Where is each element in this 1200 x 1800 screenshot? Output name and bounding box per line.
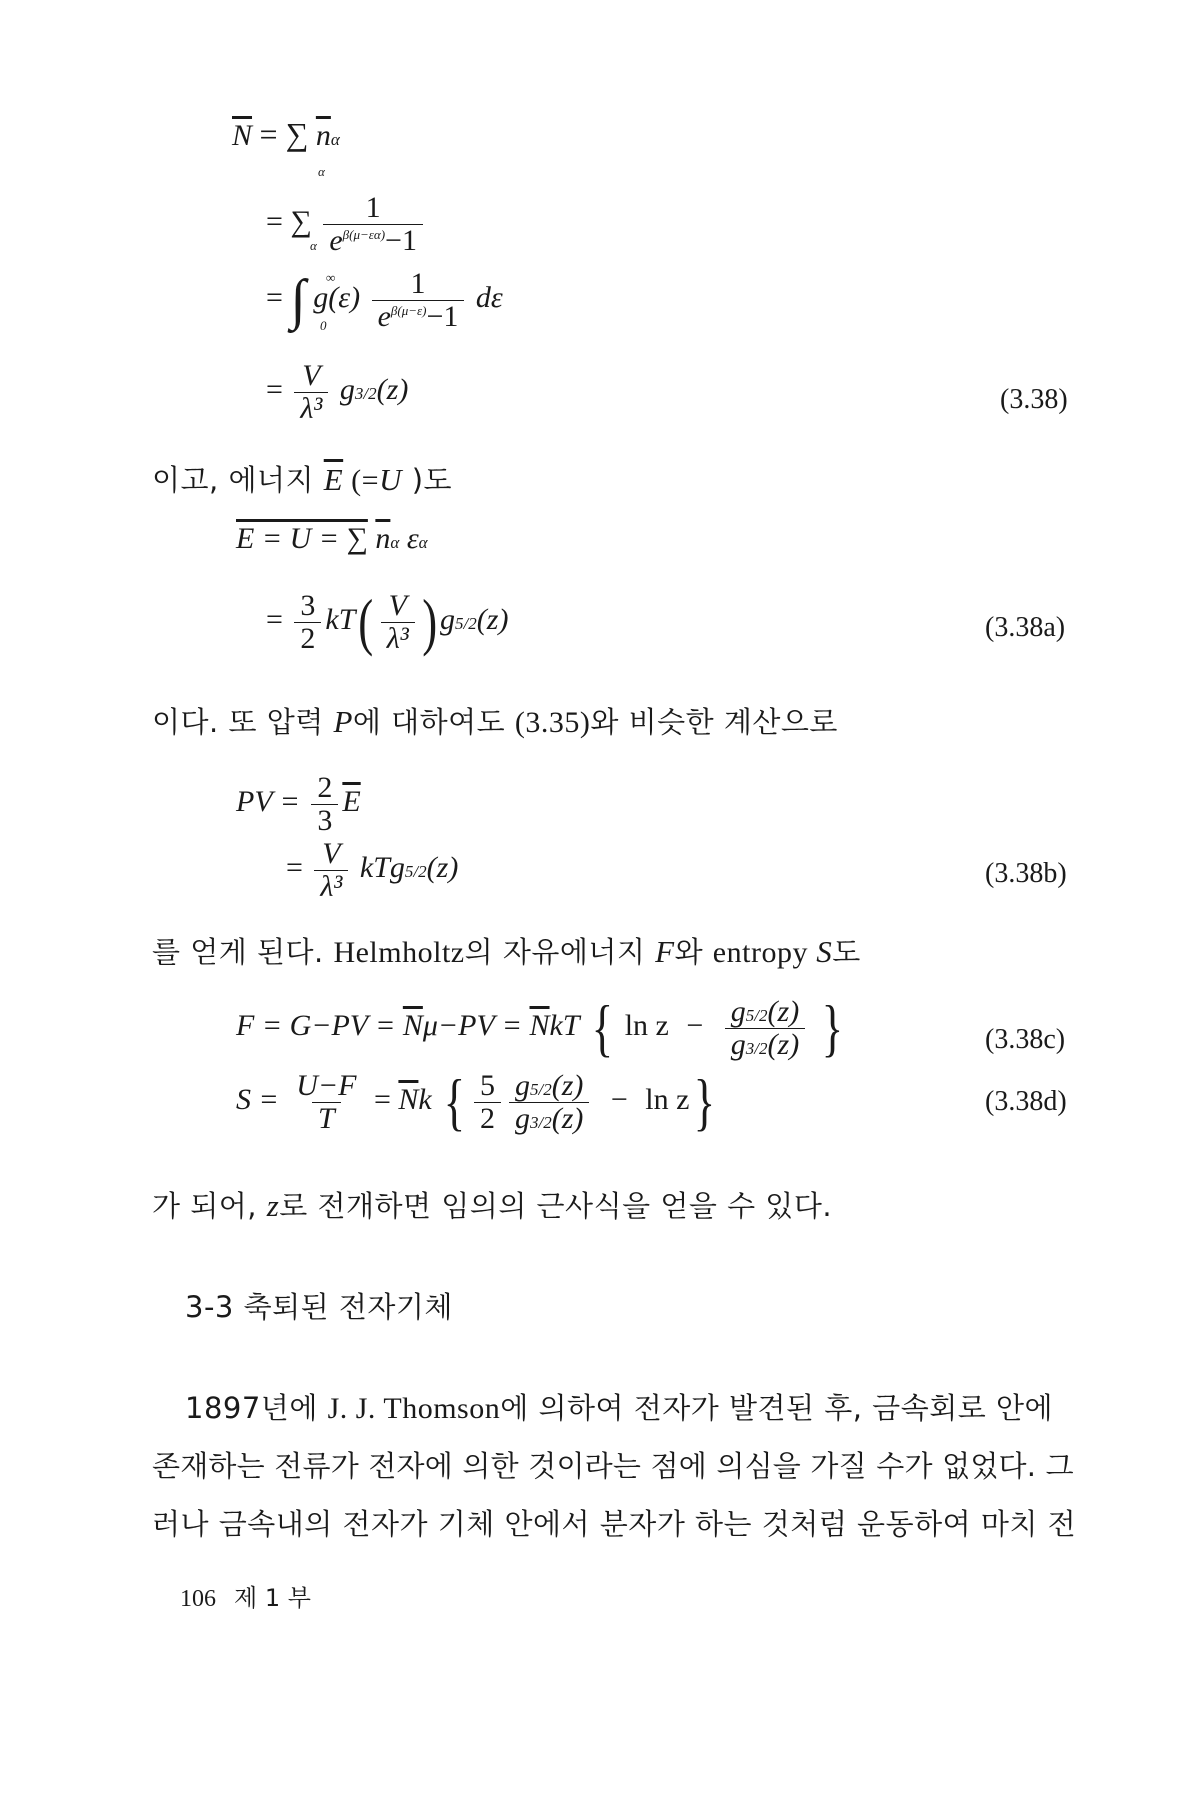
text-line: 이다. 또 압력 P에 대하여도 (3.35)와 비슷한 계산으로 xyxy=(152,704,838,739)
part-label: 제 1 부 xyxy=(234,1584,311,1612)
equation-3-38a-line1: E = U = ∑ $\overline{n}\alpha$ εα xyxy=(236,522,428,555)
equation-number: (3.38b) xyxy=(985,858,1067,889)
equation-3-38-line1: $\overline{N}$ = ∑ $\overline{n}\alpha$ xyxy=(232,116,340,152)
text-line: 를 얻게 된다. Helmholtz의 자유에너지 F와 entropy S도 xyxy=(152,934,861,969)
sum-index: α xyxy=(318,164,325,179)
equation-3-38b-line1: PV = $\frac{2}{3}$ $\overline{E}$ xyxy=(236,771,361,837)
page-footer xyxy=(180,1578,311,1613)
equation-3-38a-line2: = $\frac{3}{2}$ kT( $\frac{V}{\text{λ³}}$ ) g5/2(z) xyxy=(266,586,509,657)
equation-3-38d: S = $\frac{U-F}{T}$ = $\overline{N}k$ { $\frac{5}{2}$ $\frac{g5/2(z)}{g3/2(z)}$ − ln z} xyxy=(236,1066,716,1137)
section-heading: 3-3 축퇴된 전자기체 xyxy=(185,1290,453,1324)
integral-upper: ∞ xyxy=(326,270,336,285)
equation-number: (3.38c) xyxy=(985,1024,1066,1055)
text-line: 가 되어, z로 전개하면 임의의 근사식을 얻을 수 있다. xyxy=(152,1188,833,1223)
equation-3-38-line2: = ∑ $\frac{1}{e^{\beta(\mu-\varepsilon\alpha)}-1}$ xyxy=(266,192,427,256)
equation-number: (3.38) xyxy=(1000,384,1068,415)
equation-number: (3.38d) xyxy=(985,1086,1067,1117)
equation-3-38b-line2: = $\frac{V}{\text{λ³}}$ kTg5/2(z) xyxy=(286,837,459,903)
integral-sign: ∫ xyxy=(290,269,306,331)
equation-number: (3.38a) xyxy=(985,612,1066,643)
sum-index: α xyxy=(310,238,317,253)
paragraph-line: 1897년에 J. J. Thomson에 의하여 전자가 발견된 후, 금속회로 안에 xyxy=(185,1391,1053,1425)
n-bar: $\overline{N}$ xyxy=(232,119,253,152)
integral-lower: 0 xyxy=(320,318,327,333)
equation-3-38c: $F = G-PV = \overline{N}\mu-PV = \overline{N}kT$ { ln z − $\frac{g5/2(z)}{g3/2(z)}$ } xyxy=(236,992,843,1063)
equation-3-38-line4: = $\frac{V}{\text{λ³}}$ g3/2(z) xyxy=(266,359,409,425)
page-number: 106 xyxy=(180,1586,216,1612)
paragraph-line: 존재하는 전류가 전자에 의한 것이라는 점에 의심을 가질 수가 없었다. 그 xyxy=(152,1449,1074,1483)
equation-3-38-line3: = ∫ g(ε) $\frac{1}{e^{\beta(\mu-\varepsilon)}-1}$ dε xyxy=(266,267,503,333)
text-line: 이고, 에너지 $\overline{E}$ (=U )도 xyxy=(152,462,453,497)
paragraph-line: 러나 금속내의 전자가 기체 안에서 분자가 하는 것처럼 운동하여 마치 전 xyxy=(152,1507,1077,1541)
